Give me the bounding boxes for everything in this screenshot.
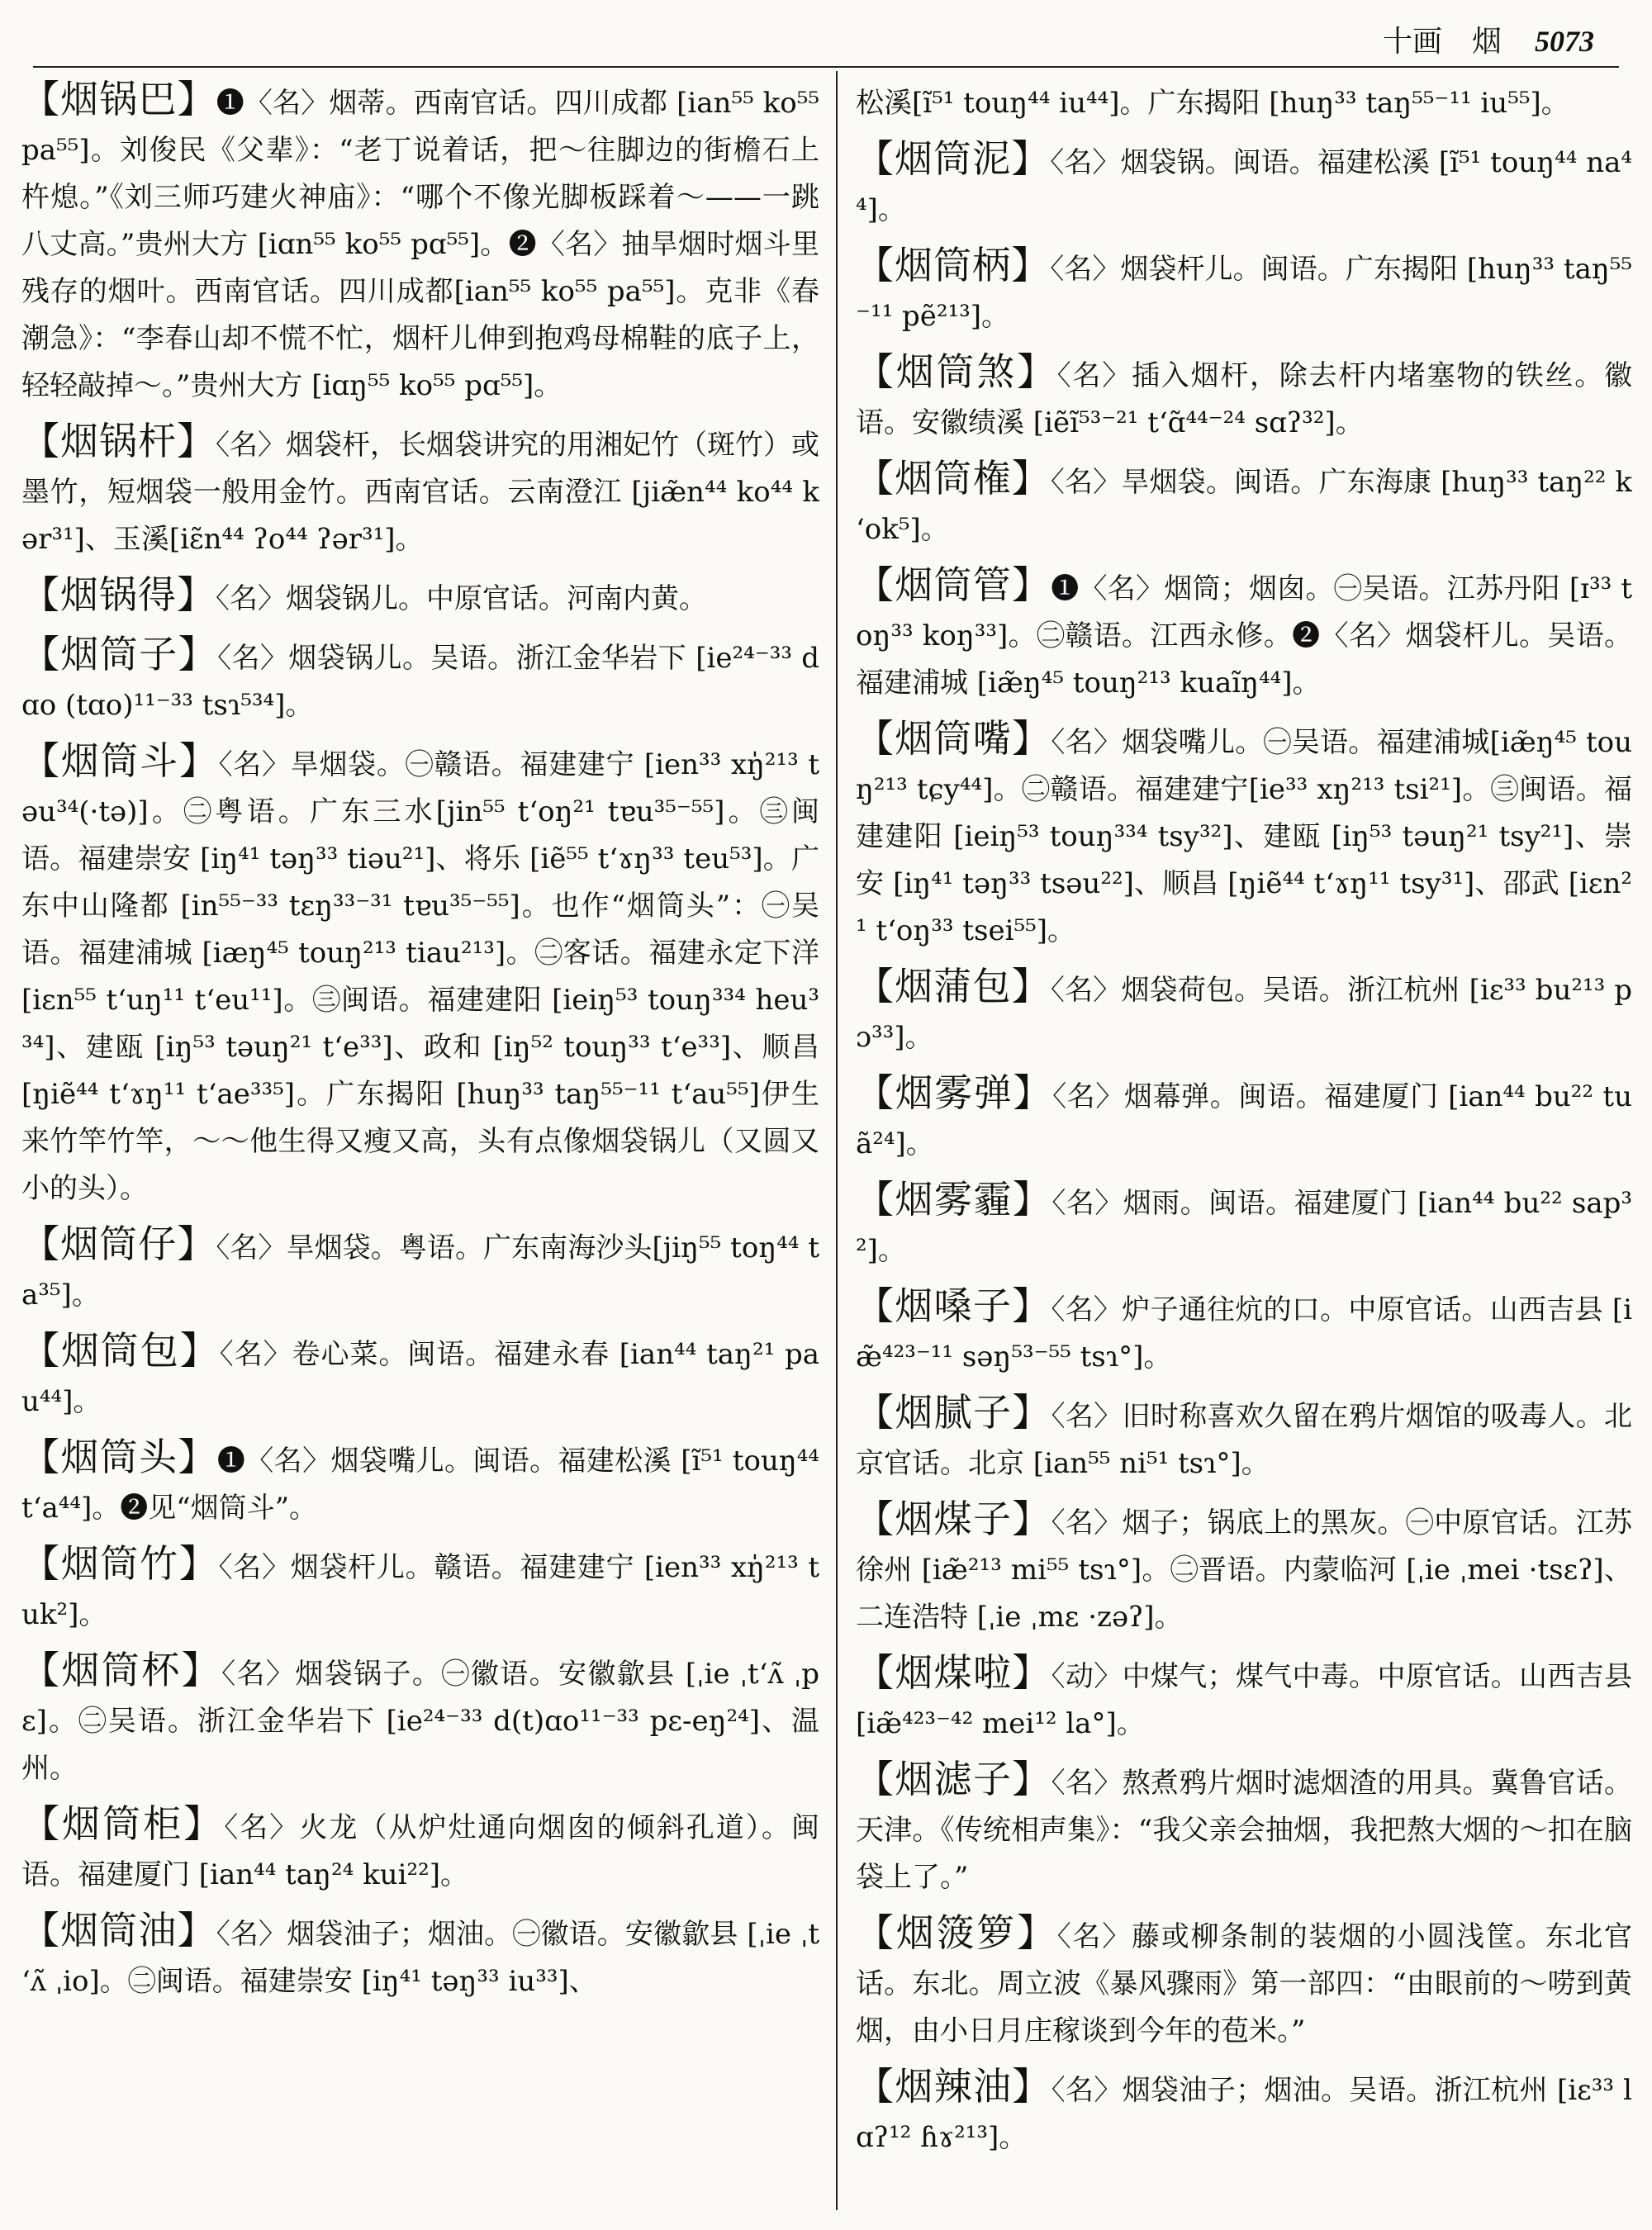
entry-body: 〈名〉烟雨。闽语。福建厦门 [ian⁴⁴ bu²² sap³²]。 [856,1187,1632,1267]
section-title: 十画 烟 [1382,25,1502,59]
dictionary-entry [21,1907,819,2005]
dictionary-entry [856,1389,1632,1487]
dictionary-entry [21,418,819,563]
page-header [1383,18,1594,59]
entry-body: 〈名〉藤或柳条制的装烟的小圆浅筐。东北官话。东北。周立波《暴风骤雨》第一部四：“由眼前的～唠到黄烟，由小日月庄稼谈到今年的苞米。” [856,1920,1632,2047]
headword: 【烟筒煞】 [856,349,1057,394]
entry-body: 〈名〉烟袋锅子。㊀徽语。安徽歙县 [ˌie ˌtʻʌ̃ ˌpɛ]。㊁吴语。浙江金华岩下 [ie²⁴⁻³³ d(t)ɑo¹¹⁻³³ pɛ-eŋ²⁴]、温州。 [21,1658,819,1785]
dictionary-entry [21,1540,819,1639]
entry-body: 〈名〉烟袋嘴儿。㊀吴语。福建浦城[iæ̃ŋ⁴⁵ touŋ²¹³ tɕy⁴⁴]。㊁赣语。福建建宁[ie³³ xŋ²¹³ tsi²¹]。㊂闽语。福建建阳 [ieiŋ⁵³ touŋ³³⁴ tsy³²]、建瓯 [iŋ⁵³ təuŋ²¹ tsy²¹]、崇安 [iŋ⁴¹ təŋ³³ tsəu²²]、顺昌 [ŋiẽ⁴⁴ tʻɤŋ¹¹ tsy³¹]、邵武 [iɛn²¹ tʻoŋ³³ tsei⁵⁵]。 [856,726,1632,947]
page-number: 5073 [1535,25,1594,58]
headword: 【烟煤啦】 [856,1650,1051,1695]
dictionary-entry [21,738,819,1212]
dictionary-entry [21,1327,819,1426]
left-column [21,76,819,2014]
headword: 【烟筒头】 [21,1435,217,1479]
dictionary-entry [856,1756,1632,1901]
dictionary-entry [856,455,1632,553]
dictionary-entry [21,1221,819,1319]
headword: 【烟嗓子】 [856,1283,1051,1328]
dictionary-entry [856,1176,1632,1274]
entry-body: 松溪[ĩ⁵¹ touŋ⁴⁴ iu⁴⁴]。广东揭阳 [huŋ³³ taŋ⁵⁵⁻¹¹ iu⁵⁵]。 [856,87,1569,120]
dictionary-entry [21,76,819,410]
entry-body: 〈名〉烟袋杆儿。闽语。广东揭阳 [huŋ³³ taŋ⁵⁵⁻¹¹ pẽ²¹³]。 [856,253,1632,333]
entry-body: ❶〈名〉烟筒；烟囱。㊀吴语。江苏丹阳 [ɪ³³ toŋ³³ koŋ³³]。㊁赣语。江西永修。❷〈名〉烟袋杆儿。吴语。福建浦城 [iæ̃ŋ⁴⁵ touŋ²¹³ kuaĩŋ⁴⁴]。 [856,572,1632,700]
dictionary-entry [21,1801,819,1899]
headword: 【烟腻子】 [856,1390,1051,1435]
dictionary-entry [856,1649,1632,1748]
entry-body: ❶〈名〉烟袋嘴儿。闽语。福建松溪 [ĩ⁵¹ touŋ⁴⁴ tʻa⁴⁴]。❷见“烟筒斗”。 [21,1445,819,1525]
headword: 【烟滤子】 [856,1757,1051,1801]
dictionary-entry [21,1647,819,1792]
headword: 【烟蒲包】 [856,964,1051,1008]
headword: 【烟筒管】 [856,562,1051,607]
headword: 【烟筒杯】 [21,1648,222,1692]
entry-body: 〈名〉烟袋杆儿。赣语。福建建宁 [ien³³ xŋ̍²¹³ tuk²]。 [21,1551,819,1631]
entry-body: 〈名〉烟袋锅儿。中原官话。河南内黄。 [216,582,707,615]
headword: 【烟锅得】 [21,572,216,617]
dictionary-entry [21,1434,819,1532]
entry-body: 〈名〉烟袋油子；烟油。㊀徽语。安徽歙县 [ˌie ˌtʻʌ̃ ˌio]。㊁闽语。福建崇安 [iŋ⁴¹ təŋ³³ iu³³]、 [21,1918,819,1998]
dictionary-entry [856,1283,1632,1381]
entry-body: 〈动〉中煤气；煤气中毒。中原官话。山西吉县 [iæ̃⁴²³⁻⁴² mei¹² la°]。 [856,1660,1632,1740]
headword: 【烟筒泥】 [856,136,1051,181]
entry-body: 〈名〉插入烟杆，除去杆内堵塞物的铁丝。徽语。安徽绩溪 [iẽĩ⁵³⁻²¹ tʻɑ̃⁴⁴⁻²⁴ sɑʔ³²]。 [856,359,1632,439]
headword: 【烟筒子】 [21,632,218,676]
headword: 【烟箥箩】 [856,1910,1057,1955]
entry-body: 〈名〉烟袋锅儿。吴语。浙江金华岩下 [ie²⁴⁻³³ dɑo (tɑo)¹¹⁻³³ tsɿ⁵³⁴]。 [21,642,819,722]
header-rule [33,66,1619,68]
dictionary-entry [21,631,819,729]
headword: 【烟筒竹】 [21,1541,219,1586]
entry-body: 〈名〉烟袋杆，长烟袋讲究的用湘妃竹（斑竹）或墨竹，短烟袋一般用金竹。西南官话。云南澄江 [jiæ̃n⁴⁴ ko⁴⁴ kər³¹]、玉溪[iɛ̃n⁴⁴ ʔo⁴⁴ ʔər³¹]。 [21,429,819,556]
headword: 【烟辣油】 [856,2064,1051,2109]
dictionary-entry [856,1910,1632,2055]
entry-body: 〈名〉旱烟袋。闽语。广东海康 [huŋ³³ taŋ²² kʻok⁵]。 [856,466,1632,546]
dictionary-entry [856,1496,1632,1641]
headword: 【烟锅巴】 [21,77,216,121]
dictionary-entry [856,242,1632,340]
headword: 【烟筒斗】 [21,738,219,783]
dictionary-entry [856,1070,1632,1168]
dictionary-entry [856,135,1632,234]
entry-body: ❶〈名〉烟蒂。西南官话。四川成都 [ian⁵⁵ ko⁵⁵ pa⁵⁵]。刘俊民《父辈》：“老丁说着话，把～往脚边的街檐石上杵熄。”《刘三师巧建火神庙》：“哪个不像光脚板踩着～——一跳八丈高。”贵州大方 [iɑn⁵⁵ ko⁵⁵ pɑ⁵⁵]。❷〈名〉抽旱烟时烟斗里残存的烟叶。西南官话。四川成都[ian⁵⁵ ko⁵⁵ pa⁵⁵]。克非《春潮急》：“李春山却不慌不忙，烟杆儿伸到抱鸡母棉鞋的底子上，轻轻敲掉～。”贵州大方 [iɑŋ⁵⁵ ko⁵⁵ pɑ⁵⁵]。 [21,87,819,402]
entry-body: 〈名〉烟袋油子；烟油。吴语。浙江杭州 [iɛ³³ lɑʔ¹² ɦɤ²¹³]。 [856,2074,1632,2154]
headword: 【烟筒仔】 [21,1222,216,1266]
entry-body: 〈名〉烟袋锅。闽语。福建松溪 [ĩ⁵¹ touŋ⁴⁴ na⁴⁴]。 [856,146,1632,226]
headword: 【烟锅杆】 [21,419,216,463]
entry-body: 〈名〉旧时称喜欢久留在鸦片烟馆的吸毒人。北京官话。北京 [ian⁵⁵ ni⁵¹ tsɿ°]。 [856,1400,1632,1480]
dictionary-entry [21,572,819,623]
dictionary-entry [856,715,1632,955]
headword: 【烟筒柜】 [21,1801,225,1846]
entry-body: 〈名〉旱烟袋。粤语。广东南海沙头[jiŋ⁵⁵ toŋ⁴⁴ ta³⁵]。 [21,1231,819,1312]
entry-body: 〈名〉旱烟袋。㊀赣语。福建建宁 [ien³³ xŋ̍²¹³ təu³⁴(·tə)]。㊁粤语。广东三水[jin⁵⁵ tʻoŋ²¹ tɐu³⁵⁻⁵⁵]。㊂闽语。福建崇安 [iŋ⁴¹ təŋ³³ tiəu²¹]、将乐 [iẽ⁵⁵ tʻɤŋ³³ teu⁵³]。广东中山隆都 [in⁵⁵⁻³³ tɛŋ³³⁻³¹ tɐu³⁵⁻⁵⁵]。也作“烟筒头”：㊀吴语。福建浦城 [iæŋ⁴⁵ touŋ²¹³ tiau²¹³]。㊁客话。福建永定下洋 [iɛn⁵⁵ tʻuŋ¹¹ tʻeu¹¹]。㊂闽语。福建建阳 [ieiŋ⁵³ touŋ³³⁴ heu³³⁴]、建瓯 [iŋ⁵³ təuŋ²¹ tʻe³³]、政和 [iŋ⁵² touŋ³³ tʻe³³]、顺昌 [ŋiẽ⁴⁴ tʻɤŋ¹¹ tʻae³³⁵]。广东揭阳 [huŋ³³ taŋ⁵⁵⁻¹¹ tʻau⁵⁵]伊生来竹竿竹竿，～～他生得又瘦又高，头有点像烟袋锅儿（又圆又小的头）。 [21,748,819,1205]
entry-body: 〈名〉炉子通往炕的口。中原官话。山西吉县 [iæ̃⁴²³⁻¹¹ səŋ⁵³⁻⁵⁵ tsɿ°]。 [856,1293,1632,1374]
column-divider [836,71,838,2210]
dictionary-entry [856,349,1632,447]
right-column [856,76,1632,2170]
dictionary-entry [856,2063,1632,2161]
headword: 【烟筒権】 [856,456,1051,501]
entry-body: 〈名〉烟袋荷包。吴语。浙江杭州 [iɛ³³ bu²¹³ pɔ³³]。 [856,974,1632,1054]
headword: 【烟筒油】 [21,1908,216,1952]
headword: 【烟煤子】 [856,1497,1051,1541]
headword: 【烟筒嘴】 [856,716,1051,761]
entry-body: 〈名〉火龙（从炉灶通向烟囱的倾斜孔道）。闽语。福建厦门 [ian⁴⁴ taŋ²⁴ kui²²]。 [21,1811,819,1891]
dictionary-entry [856,562,1632,707]
headword: 【烟筒柄】 [856,243,1051,287]
headword: 【烟筒包】 [21,1328,220,1373]
entry-body: 〈名〉烟子；锅底上的黑灰。㊀中原官话。江苏徐州 [iæ̃²¹³ mi⁵⁵ tsɿ°]。㊁晋语。内蒙临河 [ˌie ˌmei ·tsɛʔ]、二连浩特 [ˌie ˌmɛ ·zəʔ]。 [856,1506,1632,1634]
entry-body: 〈名〉卷心菜。闽语。福建永春 [ian⁴⁴ taŋ²¹ pau⁴⁴]。 [21,1338,819,1418]
entry-body: 〈名〉烟幕弹。闽语。福建厦门 [ian⁴⁴ bu²² tuã²⁴]。 [856,1080,1632,1160]
entry-body: 〈名〉熬煮鸦片烟时滤烟渣的用具。冀鲁官话。天津。《传统相声集》：“我父亲会抽烟，我把熬大烟的～扣在脑袋上了。” [856,1767,1632,1894]
dictionary-entry [856,963,1632,1061]
headword: 【烟雾霾】 [856,1177,1052,1222]
headword: 【烟雾弹】 [856,1070,1053,1115]
dictionary-entry-continued [856,76,1632,127]
